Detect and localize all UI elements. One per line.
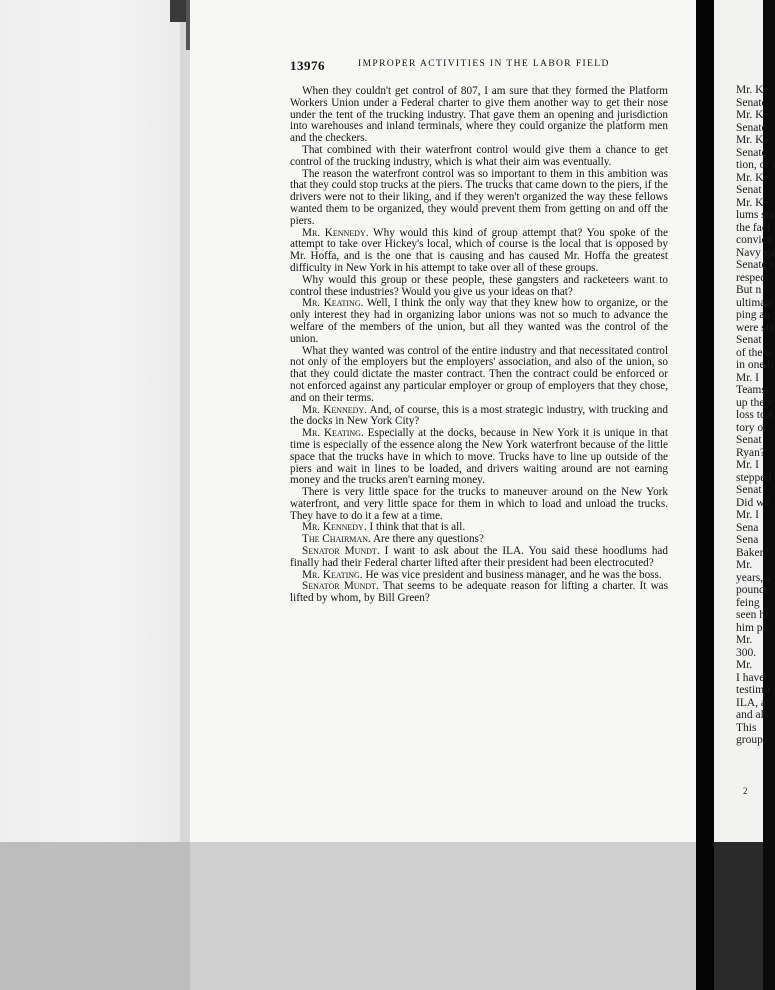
facing-page-line: Sena	[736, 534, 759, 546]
facing-page-line: up the v	[736, 397, 774, 409]
paragraph	[290, 228, 668, 275]
running-head: IMPROPER ACTIVITIES IN THE LABOR FIELD	[358, 59, 610, 69]
paragraph	[290, 346, 668, 405]
facing-page-line: him pic	[736, 622, 771, 634]
facing-page-line: Senato	[736, 147, 768, 159]
facing-page-line: But n	[736, 284, 762, 296]
facing-page-line: Mr.	[736, 634, 753, 646]
facing-page-line: Sena	[736, 522, 759, 534]
facing-page-line: Mr. I	[736, 372, 759, 384]
facing-page-line: tory of	[736, 422, 767, 434]
paragraph-text: There is very little space for the trucks to maneuver around on the New York waterfront, and very little space for them in which to load and unload the trucks. They have to do it a few at a time.	[290, 486, 668, 522]
paragraph-text: Why would this kind of group attempt that? You spoke of the attempt to take over Hickey's local, which of course is the local that is opposed by Mr. Hoffa, and is the one that is causing and has caused Mr. Hoffa the greatest difficulty in New York in his attempt to take over all of these groups.	[290, 226, 668, 274]
paragraph-text: Especially at the docks, because in New York it is unique in that time is especially of the essence along the New York waterfront because of the little space that the trucks have in which to move. Trucks have to line up outside of the piers and wait in lines to be loaded, and drivers waiting around are not earning money and the trucks aren't earning money.	[290, 427, 669, 487]
facing-page-line: stepped	[736, 472, 772, 484]
facing-page-line: This	[736, 722, 757, 734]
paragraph-text: Are there any questions?	[372, 533, 484, 546]
scan-bottom-shadow-inner	[190, 842, 696, 990]
facing-page-fragment	[714, 0, 775, 842]
facing-page-line: years, s	[736, 572, 771, 584]
paragraph-text: Well, I think the only way that they knew how to organize, or the only interest they had in organizing labor unions was not so much to advance the welfare of the members of the union, but all they wanted was the control of the union.	[290, 297, 668, 345]
facing-page-line: ILA, a	[736, 697, 767, 709]
speaker-name: Mr. Keating.	[302, 297, 364, 310]
facing-page-line: Navy ga	[736, 247, 775, 259]
facing-page-footnote: 2	[743, 786, 748, 796]
facing-page-line: Did we	[736, 497, 770, 509]
scan-bottom-shadow	[0, 842, 696, 990]
facing-page-line: Mr. K	[736, 172, 764, 184]
facing-page-line: I have	[736, 672, 765, 684]
facing-page-line: feing	[736, 597, 760, 609]
page-number: 13976	[290, 58, 325, 73]
paragraph	[290, 145, 668, 169]
speaker-name: Mr. Keating.	[302, 568, 363, 581]
paragraph-text: That seems to be adequate reason for lifting a charter. It was lifted by whom, by Bill Green?	[290, 580, 668, 605]
facing-page-line: the fact	[736, 222, 771, 234]
paragraph-text: Why would this group or these people, these gangsters and racketeers want to control these industries? Would you give us your ideas on that?	[290, 273, 668, 298]
facing-page-line: and als	[736, 709, 769, 721]
paragraph-text: He was vice president and business manager, and he was the boss.	[365, 568, 662, 581]
facing-page-line: 300.	[736, 647, 757, 659]
paragraph	[290, 275, 668, 299]
facing-page-line: group	[736, 734, 763, 746]
facing-page-line: in one b	[736, 359, 774, 371]
facing-page-line: Ryan?	[736, 447, 765, 459]
facing-page-line: testimo	[736, 684, 770, 696]
paragraph-text: When they couldn't get control of 807, I am sure that they formed the Platform Workers Union under a Federal charter to give them another way to get their nose under the tent of the trucking industry. That gave them an opening and jurisdiction into warehouses and inland terminals, where they could organize the platform men and the checkers.	[290, 85, 668, 145]
facing-page-line: Senat	[736, 484, 762, 496]
facing-page-line: Senat	[736, 434, 762, 446]
facing-page-line: of the u	[736, 347, 772, 359]
speaker-name: Mr. Keating.	[302, 427, 364, 440]
facing-page-line: were sta	[736, 322, 774, 334]
facing-page-line: ultimate	[736, 297, 774, 309]
paragraph-text: That combined with their waterfront control would give them a chance to get control of the trucking industry, which is what their aim was eventually.	[290, 143, 668, 168]
facing-page-line: Mr. K	[736, 134, 764, 146]
facing-page-line: tion, or i	[736, 159, 775, 171]
page-header	[290, 58, 670, 74]
facing-page-bottom-shadow	[714, 842, 763, 990]
facing-page-line: Mr. K	[736, 109, 764, 121]
facing-page-line: Mr.	[736, 659, 753, 671]
facing-page-line: Senato	[736, 122, 768, 134]
facing-page-line: Senat	[736, 334, 762, 346]
speaker-name: The Chairman.	[302, 533, 371, 546]
paragraph	[290, 428, 668, 487]
facing-page-line: respect	[736, 272, 769, 284]
facing-page-line: Senate s	[736, 259, 775, 271]
speaker-name: Mr. Kennedy.	[302, 521, 367, 534]
facing-page-line: lums sta	[736, 209, 775, 221]
paragraph-text: I think that that is all.	[369, 521, 466, 534]
facing-page-line: Mr. K	[736, 84, 764, 96]
facing-page-line: Mr. I	[736, 459, 759, 471]
facing-page-line: ping an	[736, 309, 771, 321]
paragraph	[290, 487, 668, 522]
paragraph	[290, 546, 668, 570]
facing-page-line: Mr.	[736, 559, 753, 571]
speaker-name: Mr. Kennedy.	[302, 226, 369, 239]
facing-page-line: seen hi	[736, 609, 769, 621]
facing-page-line: convicti	[736, 234, 774, 246]
facing-page-line: Senato	[736, 97, 768, 109]
facing-page-line: Mr. K	[736, 197, 764, 209]
speaker-name: Senator Mundt.	[302, 580, 379, 593]
facing-page-line: pounds	[736, 584, 770, 596]
paragraph-text: The reason the waterfront control was so important to them in this ambition was that they could stop trucks at the piers. The trucks that came down to the piers, if the drivers were not to their liking, and if they weren't organized the way these fellows wanted them to be organized, they would prevent them from getting on and off the piers.	[290, 167, 668, 227]
paragraph	[290, 405, 668, 429]
facing-page-line: Senat	[736, 184, 762, 196]
book-gutter	[696, 0, 714, 990]
paragraph	[290, 581, 668, 605]
speaker-name: Senator Mundt.	[302, 545, 380, 558]
paragraph-text: I want to ask about the ILA. You said these hoodlums had finally had their Federal charter lifted after their president had been electrocuted?	[290, 545, 668, 569]
facing-page-line: Mr. I	[736, 509, 759, 521]
facing-page-line: Baker?	[736, 547, 769, 559]
paragraph	[290, 169, 668, 228]
paragraph	[290, 298, 668, 345]
paragraph-text: And, of course, this is a most strategic industry, with trucking and the docks in New York City?	[290, 403, 668, 428]
paragraph	[290, 86, 668, 145]
speaker-name: Mr. Kennedy.	[302, 403, 367, 416]
paragraph-text: What they wanted was control of the entire industry and that necessitated control not only of the employers but the employers' association, and also of the union, so that they could dictate the master contract. Then the contract could be enforced or not enforced against any particular employer or group of employers that they chose, and on their terms.	[290, 344, 668, 404]
facing-page-line: loss to t	[736, 409, 772, 421]
facing-page-line: Teamst	[736, 384, 770, 396]
body-text	[290, 86, 668, 605]
